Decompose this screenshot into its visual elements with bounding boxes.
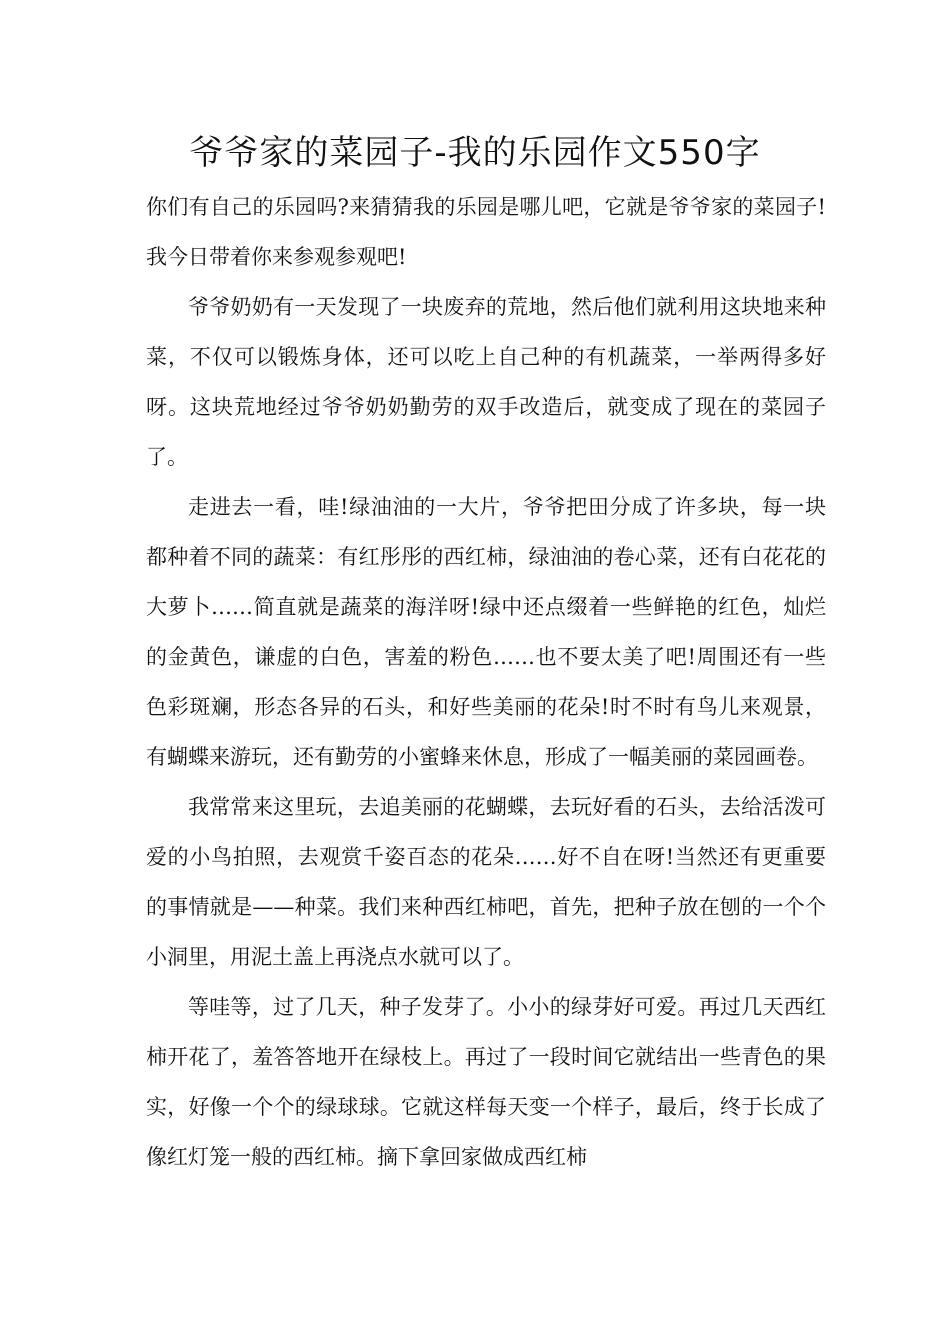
paragraph-5: 等哇等，过了几天，种子发芽了。小小的绿芽好可爱。再过几天西红柿开花了，羞答答地开在绿枝上。再过了一段时间它就结出一些青色的果实，好像一个个的绿球球。它就这样每天变一个样子，最后，终于长成了像红灯笼一般的西红柿。摘下拿回家做成西红柿: [146, 995, 826, 1169]
paragraph-2: 爷爷奶奶有一天发现了一块废弃的荒地，然后他们就利用这块地来种菜，不仅可以锻炼身体，还可以吃上自己种的有机蔬菜，一举两得多好呀。这块荒地经过爷爷奶奶勤劳的双手改造后，就变成了现在的菜园子了。: [146, 295, 826, 469]
paragraph-1: 你们有自己的乐园吗?来猜猜我的乐园是哪儿吧，它就是爷爷家的菜园子!我今日带着你来参观参观吧!: [146, 195, 826, 269]
document-title: 爷爷家的菜园子-我的乐园作文550字: [189, 133, 761, 173]
paragraph-3: 走进去一看，哇!绿油油的一大片，爷爷把田分成了许多块，每一块都种着不同的蔬菜：有红彤彤的西红柿，绿油油的卷心菜，还有白花花的大萝卜……简直就是蔬菜的海洋呀!绿中还点缀着一些鲜艳的红色，灿烂的金黄色，谦虚的白色，害羞的粉色……也不要太美了吧!周围还有一些色彩斑斓，形态各异的石头，和好些美丽的花朵!时不时有鸟儿来观景，有蝴蝶来游玩，还有勤劳的小蜜蜂来休息，形成了一幅美丽的菜园画卷。: [146, 495, 826, 769]
document-body: [146, 182, 826, 1182]
paragraph-4: 我常常来这里玩，去追美丽的花蝴蝶，去玩好看的石头，去给活泼可爱的小鸟拍照，去观赏千姿百态的花朵……好不自在呀!当然还有更重要的事情就是——种菜。我们来种西红柿吧，首先，把种子放在刨的一个个小洞里，用泥土盖上再浇点水就可以了。: [146, 795, 826, 969]
